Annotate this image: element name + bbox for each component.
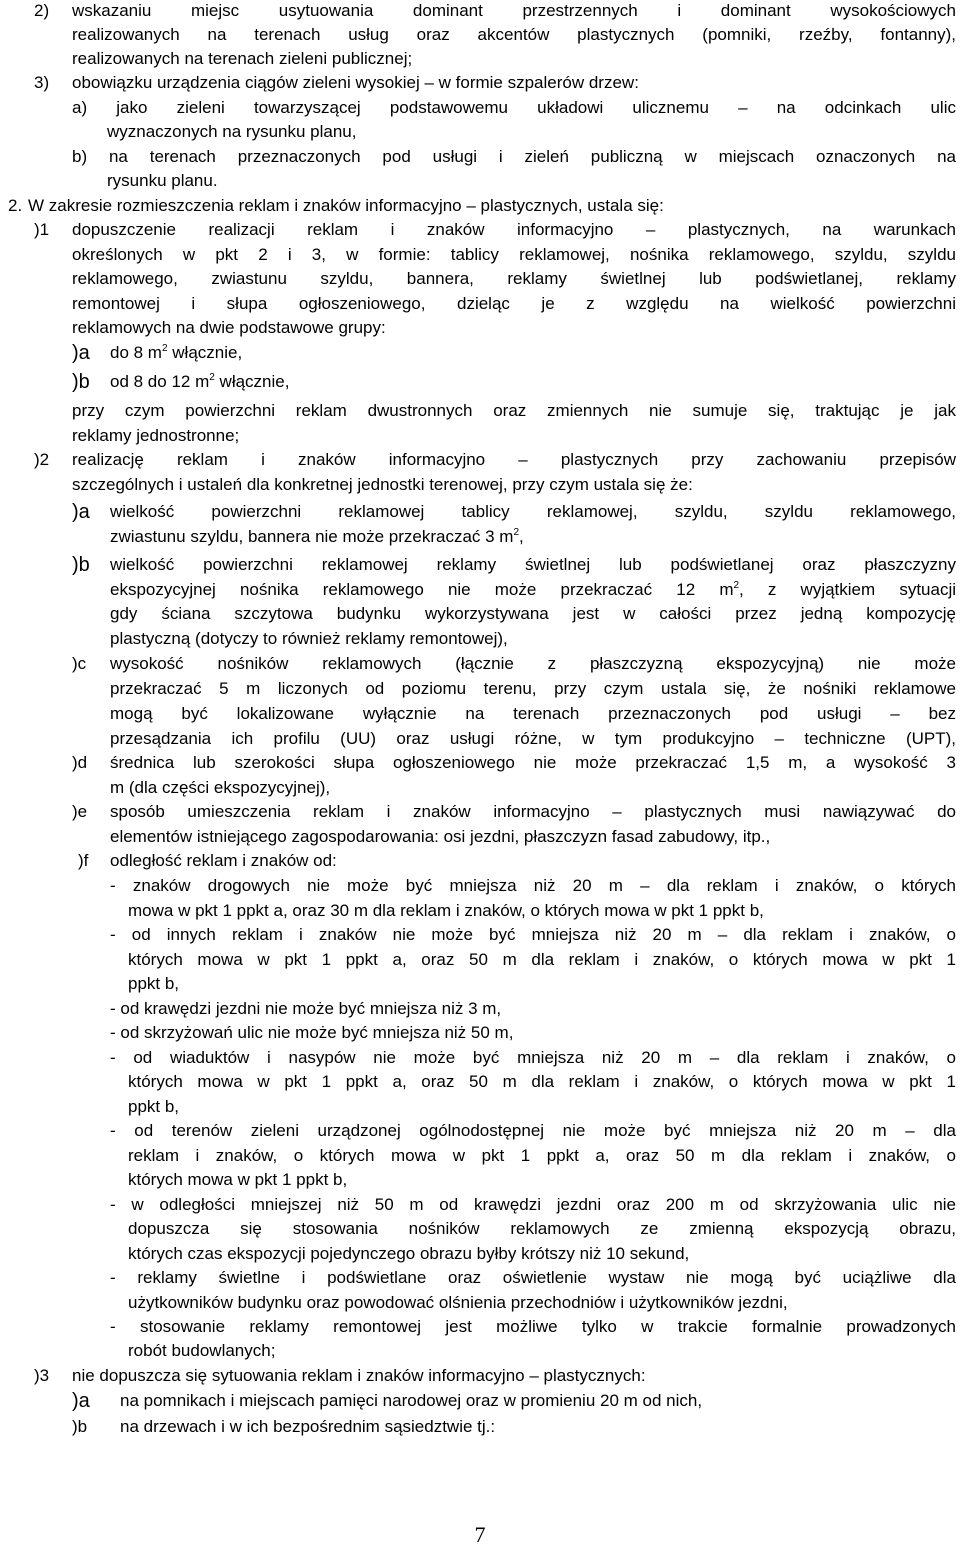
text-line: realizację reklam i znaków informacyjno – plastycznych przy zachowaniu przepisów	[72, 450, 956, 469]
text-line: przy czym powierzchni reklam dwustronnych oraz zmiennych nie sumuje się, traktując je jak	[72, 401, 956, 420]
text-segment: zwiastunu szyldu, bannera nie może przekraczać 3 m	[110, 527, 514, 546]
text-line: przekraczać 5 m liczonych od poziomu terenu, przy czym ustala się, że nośniki reklamowe	[110, 679, 956, 698]
text-line: wielkość powierzchni reklamowej tablicy reklamowej, szyldu, szyldu reklamowego,	[110, 502, 956, 521]
text-line: W zakresie rozmieszczenia reklam i znaków informacyjno – plastycznych, ustala się:	[28, 196, 664, 215]
text-line: plastyczną (dotyczy to również reklamy remontowej),	[110, 629, 508, 648]
page-number: 7	[474, 1522, 486, 1547]
text-line: reklam i znaków, o których mowa w pkt 1 ppkt a, oraz 50 m dla reklam i znaków, o	[128, 1146, 956, 1165]
list-marker: )a	[72, 342, 90, 364]
text-line: na pomnikach i miejscach pamięci narodowej oraz w promieniu 20 m od nich,	[120, 1391, 703, 1410]
text-line: przesądzania ich profilu (UU) oraz usługi różne, w tym produkcyjno – techniczne (UPT),	[110, 729, 956, 748]
text-line: ppkt b,	[128, 1097, 180, 1116]
text-line: wyznaczonych na rysunku planu,	[107, 122, 357, 141]
text-segment: od 8 do 12 m	[110, 372, 210, 391]
text-line: których czas ekspozycji pojedynczego obrazu byłby krótszy niż 10 sekund,	[128, 1244, 690, 1263]
text-line: wskazaniu miejsc usytuowania dominant przestrzennych i dominant wysokościowych	[72, 1, 956, 20]
text-line: dopuszcza się stosowania nośników reklamowych ze zmienną ekspozycją obrazu,	[128, 1219, 956, 1238]
list-marker: )1	[34, 220, 50, 239]
text-segment: włącznie,	[214, 372, 290, 391]
text-line: - od innych reklam i znaków nie może być mniejsza niż 20 m – dla reklam i znaków, o	[110, 925, 956, 944]
list-marker: )c	[72, 654, 87, 673]
text-line: robót budowlanych;	[128, 1341, 276, 1360]
text-line: nie dopuszcza się sytuowania reklam i znaków informacyjno – plastycznych:	[72, 1366, 646, 1385]
text-line	[110, 371, 289, 393]
text-line: szczególnych i ustaleń dla konkretnej jednostki terenowej, przy czym ustala się że:	[72, 475, 693, 494]
list-marker: )a	[72, 501, 90, 523]
list-marker: )f	[78, 851, 89, 870]
list-marker: )2	[34, 450, 50, 469]
superscript: 2	[161, 343, 168, 354]
text-line: elementów istniejącego zagospodarowania: osi jezdni, płaszczyzn fasad zabudowy, itp.,	[110, 827, 771, 846]
text-line: a) jako zieleni towarzyszącej podstawowemu układowi ulicznemu – na odcinkach ulic	[72, 98, 956, 117]
text-line: m (dla części ekspozycyjnej),	[110, 778, 331, 797]
text-line: - od wiaduktów i nasypów nie może być mniejsza niż 20 m – dla reklam i znaków, o	[110, 1048, 956, 1067]
text-line: mogą być lokalizowane wyłącznie na terenach przeznaczonych pod usługi – bez	[110, 704, 956, 723]
text-line: b) na terenach przeznaczonych pod usługi i zieleń publiczną w miejscach oznaczonych na	[72, 147, 956, 166]
text-line: - znaków drogowych nie może być mniejsza niż 20 m – dla reklam i znaków, o których	[110, 876, 956, 895]
text-line: - w odległości mniejszej niż 50 m od krawędzi jezdni oraz 200 m od skrzyżowania ulic nie	[110, 1195, 956, 1214]
text-line: sposób umieszczenia reklam i znaków informacyjno – plastycznych musi nawiązywać do	[110, 802, 956, 821]
text-line: określonych w pkt 2 i 3, w formie: tablicy reklamowej, nośnika reklamowego, szyldu, szyldu	[72, 245, 956, 264]
text-line: wielkość powierzchni reklamowej reklamy świetlnej lub podświetlanej oraz płaszczyzny	[110, 555, 956, 574]
text-segment: włącznie,	[167, 343, 243, 362]
superscript: 2	[733, 580, 740, 591]
text-line: - od krawędzi jezdni nie może być mniejsza niż 3 m,	[110, 999, 502, 1018]
text-line: remontowej i słupa ogłoszeniowego, dzieląc je z względu na wielkość powierzchni	[72, 294, 956, 313]
list-marker: )e	[72, 802, 88, 821]
text-line: których mowa w pkt 1 ppkt b,	[128, 1170, 348, 1189]
list-marker: )d	[72, 753, 88, 772]
list-marker: )b	[72, 554, 90, 576]
text-line: realizowanych na terenach zieleni publicznej;	[72, 49, 413, 68]
text-line: gdy ściana szczytowa budynku wykorzystywana jest w całości przez jedną kompozycję	[110, 604, 956, 623]
superscript: 2	[513, 527, 520, 538]
text-line: średnica lub szerokości słupa ogłoszeniowego nie może przekraczać 1,5 m, a wysokość 3	[110, 753, 956, 772]
text-line: - stosowanie reklamy remontowej jest możliwe tylko w trakcie formalnie prowadzonych	[110, 1317, 956, 1336]
text-line: - reklamy świetlne i podświetlane oraz oświetlenie wystaw nie mogą być uciążliwe dla	[110, 1268, 956, 1287]
text-line: reklamowego, zwiastunu szyldu, bannera, reklamy świetlnej lub podświetlanej, reklamy	[72, 269, 956, 288]
text-line: rysunku planu.	[107, 171, 218, 190]
list-marker: 3)	[34, 73, 50, 92]
text-line	[110, 526, 524, 548]
text-segment: ,	[519, 527, 524, 546]
text-line: - od skrzyżowań ulic nie może być mniejsza niż 50 m,	[110, 1023, 514, 1042]
list-marker: )a	[72, 1390, 90, 1412]
text-line: na drzewach i w ich bezpośrednim sąsiedztwie tj.:	[120, 1417, 496, 1436]
text-line: odległość reklam i znaków od:	[110, 851, 337, 870]
list-marker: )b	[72, 1417, 88, 1436]
text-line: realizowanych na terenach usług oraz akcentów plastycznych (pomniki, rzeźby, fontanny),	[72, 25, 956, 44]
text-line: mowa w pkt 1 ppkt a, oraz 30 m dla reklam i znaków, o których mowa w pkt 1 ppkt b,	[128, 901, 764, 920]
text-line	[110, 579, 956, 601]
list-marker: 2)	[34, 1, 50, 20]
text-line: użytkowników budynku oraz powodować olśnienia przechodniów i użytkowników jezdni,	[128, 1293, 788, 1312]
text-line	[110, 342, 242, 364]
list-marker: )3	[34, 1366, 50, 1385]
superscript: 2	[209, 372, 215, 383]
text-line: reklamowych na dwie podstawowe grupy:	[72, 318, 386, 337]
text-segment: ekspozycyjnej nośnika reklamowego nie może przekraczać 12 m	[110, 580, 734, 599]
list-marker: 2.	[8, 196, 23, 215]
text-line: - od terenów zieleni urządzonej ogólnodostępnej nie może być mniejsza niż 20 m – dla	[110, 1121, 956, 1140]
text-segment: , z wyjątkiem sytuacji	[739, 580, 956, 599]
text-line: ppkt b,	[128, 974, 180, 993]
text-line: których mowa w pkt 1 ppkt a, oraz 50 m dla reklam i znaków, o których mowa w pkt 1	[128, 1072, 956, 1091]
text-line: reklamy jednostronne;	[72, 426, 240, 445]
list-marker: )b	[72, 371, 90, 393]
text-segment: do 8 m	[110, 343, 162, 362]
text-line: dopuszczenie realizacji reklam i znaków informacyjno – plastycznych, na warunkach	[72, 220, 956, 239]
text-line: których mowa w pkt 1 ppkt a, oraz 50 m dla reklam i znaków, o których mowa w pkt 1	[128, 950, 956, 969]
text-line: obowiązku urządzenia ciągów zieleni wysokiej – w formie szpalerów drzew:	[72, 73, 639, 92]
text-line: wysokość nośników reklamowych (łącznie z płaszczyzną ekspozycyjną) nie może	[110, 654, 956, 673]
